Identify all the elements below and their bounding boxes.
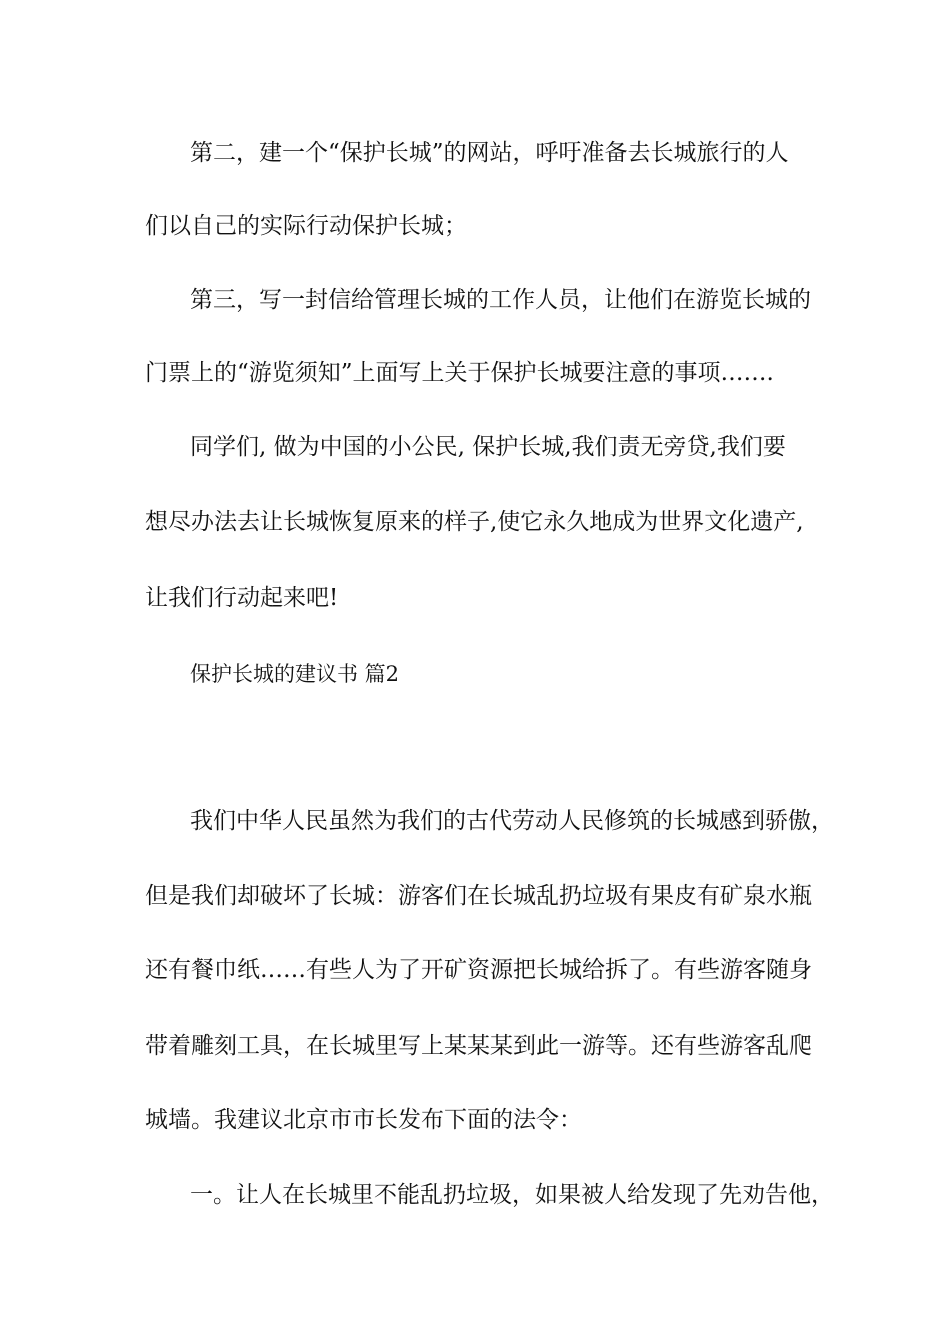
paragraph-line: 让我们行动起来吧! bbox=[145, 585, 339, 611]
paragraph-line: 还有餐巾纸……有些人为了开矿资源把长城给拆了。有些游客随身 bbox=[145, 957, 812, 983]
paragraph-line: 带着雕刻工具，在长城里写上某某某到此一游等。还有些游客乱爬 bbox=[145, 1033, 812, 1059]
paragraph-line: 想尽办法去让长城恢复原来的样子,使它永久地成为世界文化遗产, bbox=[145, 509, 804, 535]
paragraph-line: 一。让人在长城里不能乱扔垃圾，如果被人给发现了先劝告他， bbox=[190, 1182, 834, 1208]
paragraph-line: 第二，建一个“保护长城”的网站，呼吁准备去长城旅行的人 bbox=[190, 140, 789, 166]
paragraph-line: 城墙。我建议北京市市长发布下面的法令： bbox=[145, 1107, 582, 1133]
paragraph-line: 门票上的“游览须知”上面写上关于保护长城要注意的事项……. bbox=[145, 360, 774, 386]
paragraph-line: 同学们, 做为中国的小公民, 保护长城,我们责无旁贷,我们要 bbox=[190, 434, 786, 460]
paragraph-line: 我们中华人民虽然为我们的古代劳动人民修筑的长城感到骄傲， bbox=[190, 808, 834, 834]
paragraph-line: 第三，写一封信给管理长城的工作人员，让他们在游览长城的 bbox=[190, 287, 811, 313]
paragraph-line: 但是我们却破坏了长城：游客们在长城乱扔垃圾有果皮有矿泉水瓶 bbox=[145, 883, 812, 909]
section-heading: 保护长城的建议书 篇2 bbox=[190, 662, 400, 686]
paragraph-line: 们以自己的实际行动保护长城； bbox=[145, 213, 467, 239]
